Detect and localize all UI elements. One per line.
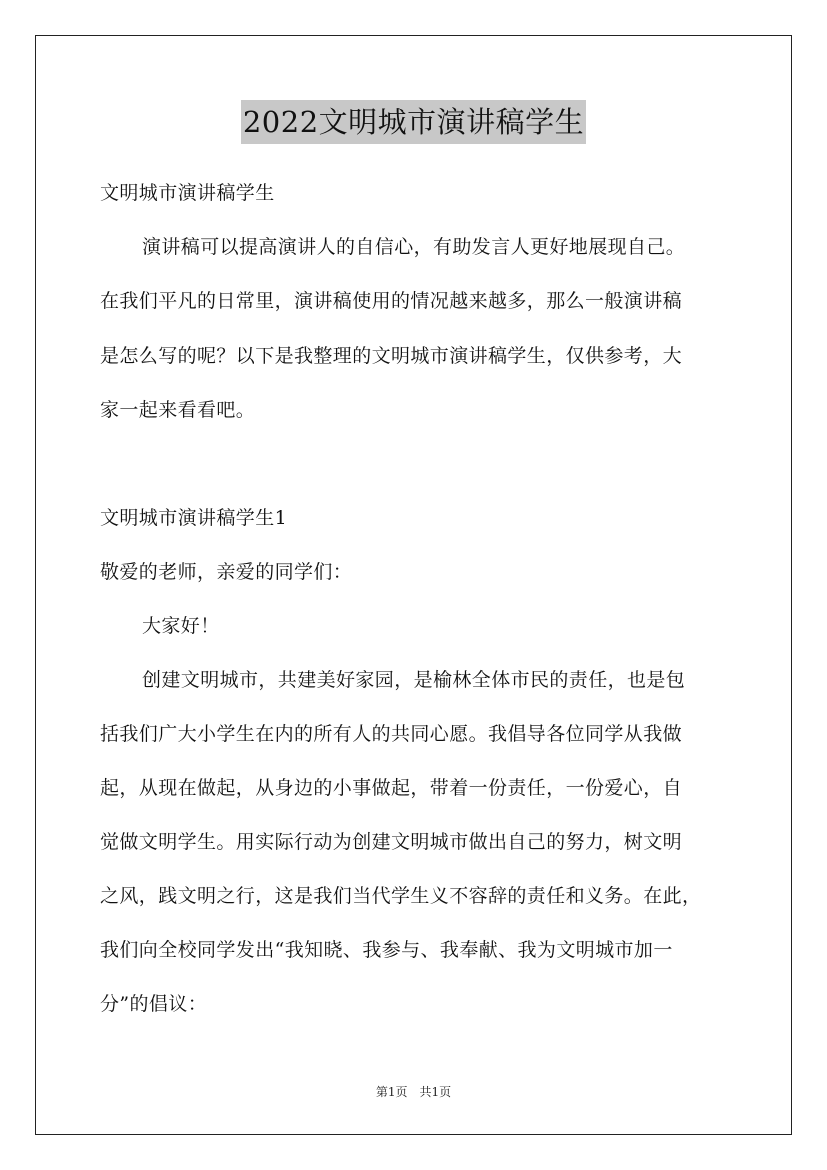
document-title: 2022文明城市演讲稿学生 (241, 100, 586, 144)
page-footer (0, 1084, 827, 1100)
body-line-7: 分”的倡议： (100, 993, 208, 1015)
body-line-6: 我们向全校同学发出“我知晓、我参与、我奉献、我为文明城市加一 (100, 939, 673, 961)
intro-line-3: 是怎么写的呢？以下是我整理的文明城市演讲稿学生，仅供参考，大 (100, 345, 683, 367)
body-line-5: 之风，践文明之行，这是我们当代学生义不容辞的责任和义务。在此， (100, 885, 702, 907)
page-number: 第1页 (375, 1085, 408, 1099)
greeting: 大家好！ (142, 615, 220, 637)
intro-line-2: 在我们平凡的日常里，演讲稿使用的情况越来越多，那么一般演讲稿 (100, 290, 683, 312)
body-line-3: 起，从现在做起，从身边的小事做起，带着一份责任，一份爱心，自 (100, 777, 683, 799)
body-line-1: 创建文明城市，共建美好家园，是榆林全体市民的责任，也是包 (142, 669, 686, 691)
body-line-2: 括我们广大小学生在内的所有人的共同心愿。我倡导各位同学从我做 (100, 723, 683, 745)
page-total: 共1页 (419, 1085, 452, 1099)
document-subtitle: 文明城市演讲稿学生 (100, 182, 275, 204)
intro-line-4: 家一起来看看吧。 (100, 399, 256, 421)
intro-line-1: 演讲稿可以提高演讲人的自信心，有助发言人更好地展现自己。 (142, 236, 686, 258)
salutation: 敬爱的老师，亲爱的同学们： (100, 561, 353, 583)
section-heading: 文明城市演讲稿学生1 (100, 507, 288, 529)
body-line-4: 觉做文明学生。用实际行动为创建文明城市做出自己的努力，树文明 (100, 831, 683, 853)
title-wrapper (0, 100, 827, 144)
